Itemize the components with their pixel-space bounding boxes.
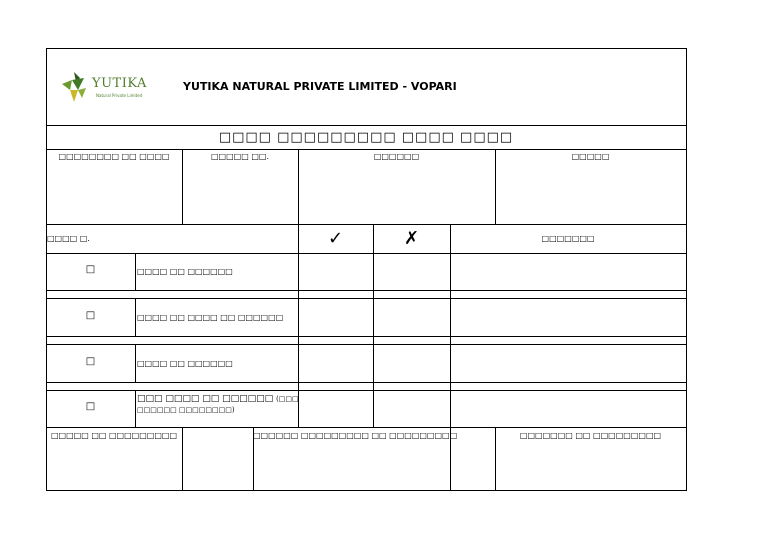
signature-label: □□□□□□□ □□ □□□□□□□□□ — [519, 431, 662, 440]
row-label: □□□□ □□ □□□□□□ — [137, 359, 233, 368]
checkbox[interactable]: □ — [85, 356, 96, 367]
divider — [135, 344, 136, 382]
info-header: □□□□□□□□ □□ □□□□ — [58, 152, 170, 161]
company-name: YUTIKA NATURAL PRIVATE LIMITED - VOPARI — [183, 80, 457, 93]
divider — [46, 125, 686, 126]
cross-icon: ✗ — [403, 228, 420, 249]
checkbox[interactable]: □ — [85, 401, 96, 412]
divider — [450, 224, 451, 427]
divider — [46, 224, 686, 225]
logo-subtitle: Natural Private Limited — [96, 93, 143, 98]
divider — [46, 290, 686, 291]
divider — [135, 298, 136, 336]
divider — [46, 382, 686, 383]
row-label — [137, 394, 299, 404]
divider — [46, 336, 686, 337]
signature-label: □□□□□□ □□□□□□□□□ □□ □□□□□□□□□ — [253, 431, 458, 440]
divider — [46, 253, 686, 254]
right-border — [686, 48, 687, 491]
column-header: □□□□ □. — [47, 234, 90, 243]
check-icon: ✓ — [327, 228, 344, 249]
row-label-main: □□□ □□□□ □□ □□□□□□ — [137, 394, 274, 404]
info-header: □□□□□ □□. — [211, 152, 269, 161]
remarks-header: □□□□□□□ — [541, 234, 595, 243]
divider — [182, 427, 183, 490]
row-label: □□□□ □□ □□□□ □□ □□□□□□ — [137, 313, 284, 322]
divider — [46, 490, 686, 491]
divider — [46, 149, 686, 150]
row-label: □□□□ □□ □□□□□□ — [137, 267, 233, 276]
leaf-icon — [58, 70, 92, 106]
signature-label: □□□□□ □□ □□□□□□□□□ — [50, 431, 178, 440]
divider — [46, 390, 686, 391]
row-label-line2: □□□□□□ □□□□□□□□) — [137, 406, 235, 414]
logo-wordmark: YUTIKA — [92, 76, 147, 91]
divider — [46, 427, 686, 428]
info-header: □□□□□□ — [373, 152, 420, 161]
form-title: □□□□ □□□□□□□□□ □□□□ □□□□ — [218, 130, 514, 145]
checkbox[interactable]: □ — [85, 310, 96, 321]
divider — [46, 344, 686, 345]
checkbox[interactable]: □ — [85, 264, 96, 275]
divider — [135, 390, 136, 427]
divider — [135, 253, 136, 290]
row-label-note: (□□□ — [276, 395, 299, 403]
divider — [373, 224, 374, 427]
company-logo — [58, 70, 158, 106]
info-header: □□□□□ — [571, 152, 610, 161]
divider — [46, 298, 686, 299]
